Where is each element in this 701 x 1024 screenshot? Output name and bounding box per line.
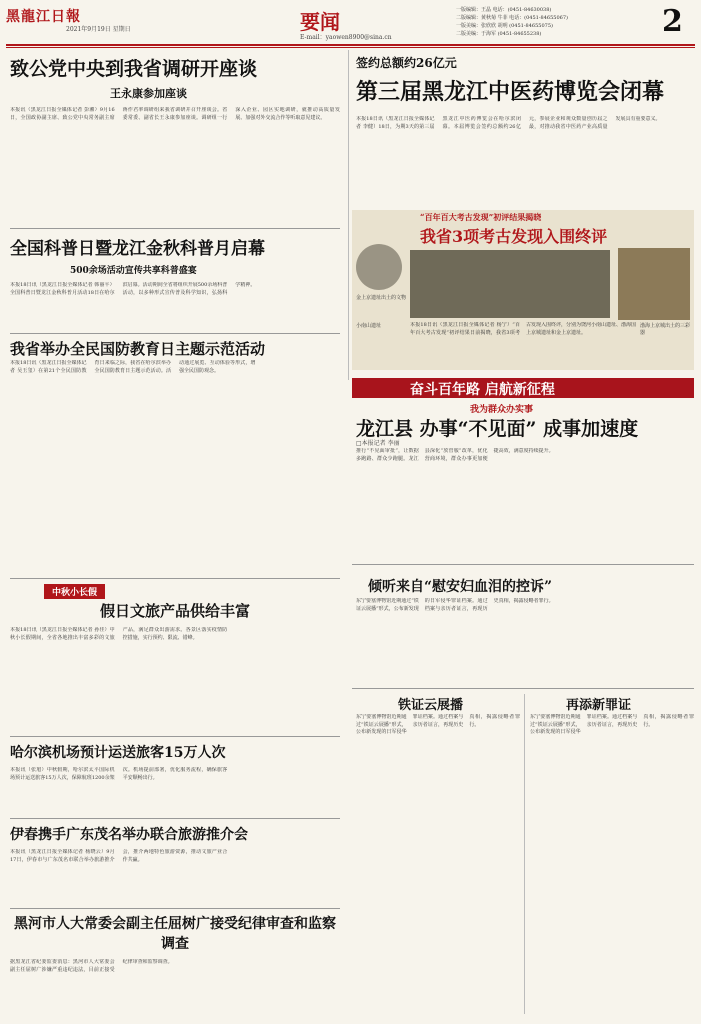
article-body: 本报讯（黑龙江日报全媒体记者 杨晓云）9月17日，伊春市与广东茂名市联合举办旅游推介会，推介两地特色旅游资源，推动文旅产业合作共赢。	[10, 849, 228, 863]
kicker-badge: 中秋小长假	[44, 584, 105, 599]
divider	[10, 736, 340, 737]
editor-line: 一版编辑：王晶 电话：(0451-84630038)	[456, 7, 552, 13]
feature-banner: “百年百大考古发现”初评结果揭晓	[420, 212, 542, 222]
divider	[10, 908, 340, 909]
divider	[10, 818, 340, 819]
series-title: 倾听来自“慰安妇血泪的控诉”	[368, 579, 553, 595]
artifact-photo	[356, 244, 402, 290]
ceramic-photo	[618, 248, 690, 320]
feature-title: 我省3项考古发现入围终评	[420, 227, 608, 246]
article-title: 假日文旅产品供给丰富	[99, 602, 250, 620]
article-defense	[10, 338, 340, 359]
series-body-col1: 东宁要塞博物馆近期通过“铁证云展播”形式，公布新发现的日军侵华罪证档案。通过档案与亲历者证言，再现历史真相，揭露侵略者罪行。	[356, 714, 520, 735]
article-science	[10, 234, 340, 340]
series-subhead: 铁证云展播	[398, 698, 464, 713]
article-heihe	[10, 914, 340, 999]
divider	[352, 564, 694, 565]
article-body: 本报18日讯（黑龙江日报全媒体记者 吴玉玺）在第21个全民国防教育日来临之际，我省在哈尔滨举办全民国防教育日主题示范活动。活动通过展览、互动体验等形式，增强全民国防观念。	[10, 360, 256, 374]
article-body: 据黑龙江省纪委监委消息：黑河市人大常委会副主任屈树广涉嫌严重违纪违法，目前正接受纪律审查和监察调查。	[10, 959, 173, 973]
article-title: 黑河市人大常委会副主任屈树广接受纪律审查和监察调查	[14, 916, 336, 952]
editor-line: 一版美编：张欣欣 胡明 (0451-84655075)	[456, 23, 553, 29]
special-subbanner: 我为群众办实事	[470, 405, 534, 415]
lead-kicker: 签约总额约26亿元	[356, 56, 457, 70]
series-body: 东宁要塞博物馆近期通过“铁证云展播”形式，公布新发现的日军侵华罪证档案。通过档案与亲历者证言，再现历史真相，揭露侵略者罪行。	[356, 598, 554, 612]
article-title: 伊春携手广东茂名举办联合旅游推介会	[10, 827, 248, 843]
lead-body: 本报18日讯（黑龙江日报全媒体记者 李健）18日，为期3天的第三届黑龙江中医药博览会在哈尔滨闭幕。本届博览会签约总额约26亿元，参展企业和观众数量创历届之最，对推动我省中医药产业高质量发展具有重要意义。	[356, 116, 661, 130]
article-title: 致公党中央到我省调研开座谈	[10, 58, 258, 80]
editor-line: 二版编辑：黄秋菊 牛菲 电话：(0451-84655067)	[456, 15, 568, 21]
site-photo	[410, 250, 610, 318]
series-subhead: 再添新罪证	[566, 698, 632, 713]
header-rule-thin	[6, 47, 695, 48]
lead-title: 第三届黑龙江中医药博览会闭幕	[356, 79, 665, 105]
article-subtitle: 王永康参加座谈	[110, 87, 187, 100]
article-title: 我省举办全民国防教育日主题示范活动	[10, 340, 266, 358]
special-body: 推行“不见面审批”，让数据多跑路、群众少跑腿。龙江县深化“放管服”改革，优化营商环境，群众办事更加便捷高效，满意度持续提升。	[356, 448, 554, 462]
special-byline: □本报记者 李丽	[356, 440, 400, 447]
photo-caption: 金上京遗址出土的文物	[356, 295, 407, 301]
header-rule	[6, 44, 695, 46]
page-number: 2	[662, 4, 683, 39]
article-cppcc	[10, 54, 340, 193]
divider	[10, 228, 340, 229]
photo-caption: 小南山遗址	[356, 323, 382, 329]
article-body: 本报讯（黑龙江日报全媒体记者 彭湘）9月16日，全国政协副主席、致公党中央常务副主席蒋作君率调研组来我省调研并召开座谈会。省委常委、副省长王永康参加座谈。调研组一行深入企业、园区实地调研，就推动高质量发展、加强对外交流合作等听取意见建议。	[10, 107, 340, 121]
article-holiday	[10, 600, 340, 727]
newspaper-logo: 黑龍江日報	[6, 9, 81, 25]
section-title: 要闻	[300, 10, 340, 34]
section-email: E-mail：yaowen8900@sina.cn	[300, 34, 392, 41]
article-body: 本报18日讯（黑龙江日报全媒体记者 孙佳）中秋小长假期间，全省各地推出丰富多彩的文旅产品，满足群众出游需求。各景区落实疫情防控措施，实行预约、限流、错峰。	[10, 627, 228, 641]
article-airport	[10, 742, 340, 817]
article-defense-body-wrap	[10, 360, 340, 572]
lead-article	[356, 54, 694, 218]
article-yichun	[10, 824, 340, 903]
series-body-col2: 东宁要塞博物馆近期通过“铁证云展播”形式，公布新发现的日军侵华罪证档案。通过档案与亲历者证言，再现历史真相，揭露侵略者罪行。	[530, 714, 694, 735]
editor-line: 二版美编：于海军 (0451-84655238)	[456, 31, 542, 37]
special-title: 龙江县 办事“不见面” 成事加速度	[356, 418, 639, 440]
masthead	[0, 0, 701, 44]
column-divider	[524, 694, 525, 1014]
article-title: 全国科普日暨龙江金秋科普月启幕	[10, 239, 265, 259]
divider	[352, 688, 694, 689]
article-title: 哈尔滨机场预计运送旅客15万人次	[10, 745, 226, 761]
special-banner: 奋斗百年路 启航新征程	[410, 382, 555, 398]
column-divider	[348, 50, 349, 380]
editor-credits	[456, 6, 656, 38]
article-body: 本报18日讯（黑龙江日报全媒体记者 韩丽平）全国科普日暨龙江金秋科普月活动18日在哈尔滨启幕。活动期间全省将组织开展500余场科普活动，以多种形式宣传普及科学知识，弘扬科学精神。	[10, 282, 256, 296]
article-subtitle: 500余场活动宣传共享科普盛宴	[70, 266, 197, 276]
photo-caption: 渤海上京城出土的三彩器	[640, 323, 691, 336]
article-body: 本报讯（张旭）中秋假期，哈尔滨太平国际机场预计运送旅客15万人次，保障航班1200余架次。机场提前部署，优化服务流程，确保旅客平安顺畅出行。	[10, 767, 228, 781]
divider	[10, 578, 340, 579]
divider	[10, 333, 340, 334]
issue-date: 2021年9月19日 星期日	[66, 26, 131, 33]
feature-body: 本报18日讯（黑龙江日报全媒体记者 杨宁）“百年百大考古发现”初评结果日前揭晓，我省3项考古发现入围终评，分别为饶河小南山遗址、渤海国上京城遗址和金上京遗址。	[410, 322, 636, 336]
